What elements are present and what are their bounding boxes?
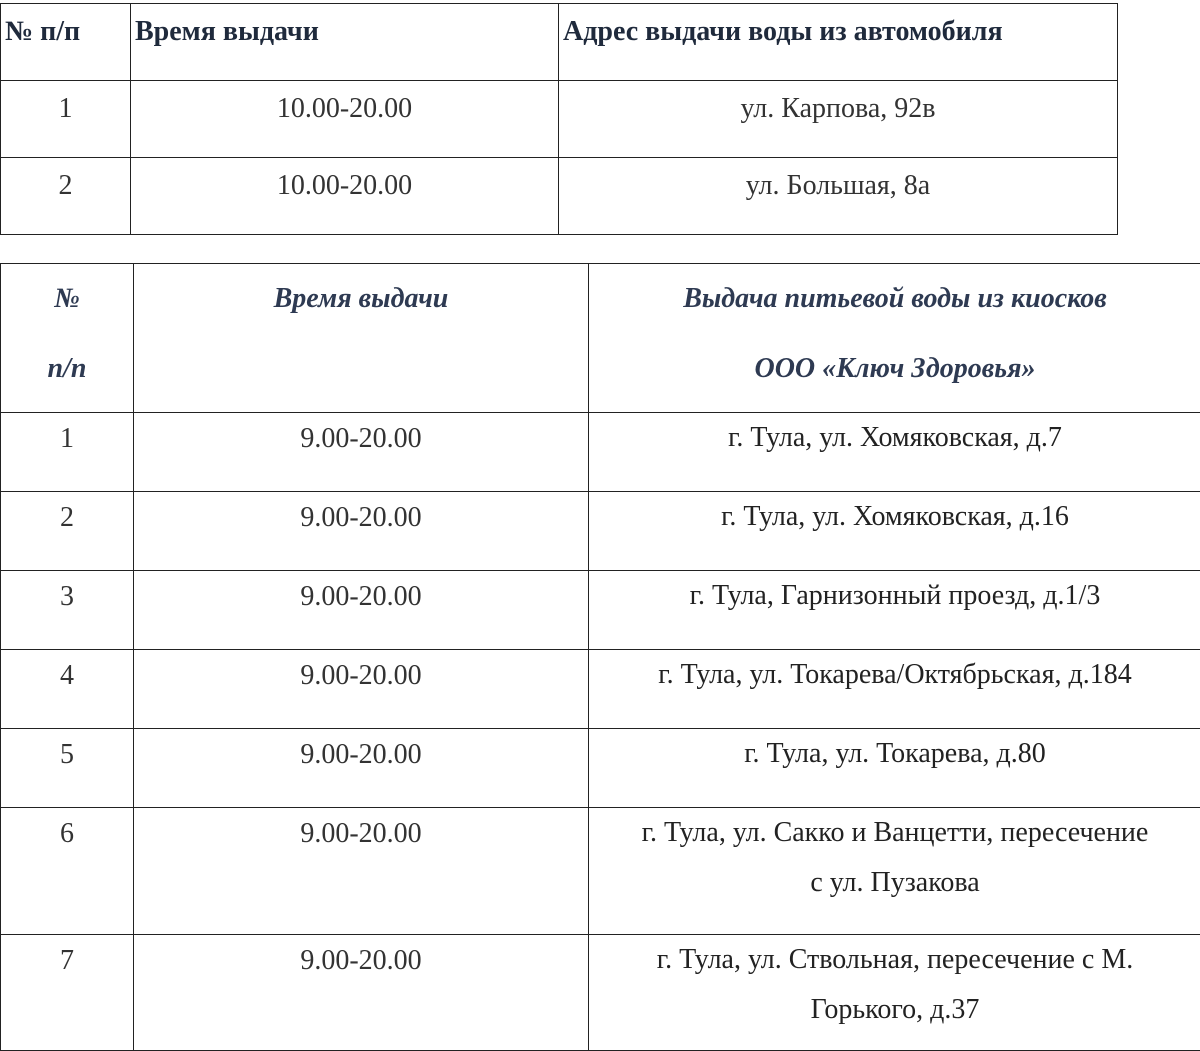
row-address bbox=[589, 571, 1200, 650]
row-address-line2: Горького, д.37 bbox=[589, 985, 1200, 1035]
row-address-line1: г. Тула, ул. Хомяковская, д.16 bbox=[589, 492, 1200, 542]
column-header-time bbox=[134, 264, 589, 413]
kiosk-water-table bbox=[0, 263, 1200, 1051]
header-number-line2: п/п bbox=[1, 334, 133, 404]
row-address-line1: г. Тула, ул. Токарева/Октябрьская, д.184 bbox=[589, 650, 1200, 700]
row-number: 2 bbox=[1, 158, 131, 235]
row-number: 5 bbox=[1, 729, 134, 808]
row-address bbox=[589, 808, 1200, 935]
row-time: 9.00-20.00 bbox=[134, 935, 589, 1051]
row-address-line1: г. Тула, ул. Ствольная, пересечение с М. bbox=[589, 935, 1200, 985]
row-number: 6 bbox=[1, 808, 134, 935]
row-time: 9.00-20.00 bbox=[134, 650, 589, 729]
row-address-line2: с ул. Пузакова bbox=[589, 858, 1200, 908]
table-row bbox=[1, 81, 1118, 158]
row-address-line1: г. Тула, ул. Сакко и Ванцетти, пересечение bbox=[589, 808, 1200, 858]
column-header-time: Время выдачи bbox=[131, 4, 559, 81]
row-address-line1: г. Тула, ул. Хомяковская, д.7 bbox=[589, 413, 1200, 463]
row-address bbox=[589, 413, 1200, 492]
row-address bbox=[589, 935, 1200, 1051]
row-time: 9.00-20.00 bbox=[134, 571, 589, 650]
header-address-line2: ООО «Ключ Здоровья» bbox=[589, 334, 1200, 404]
row-time: 10.00-20.00 bbox=[131, 81, 559, 158]
row-number: 3 bbox=[1, 571, 134, 650]
row-number: 1 bbox=[1, 413, 134, 492]
row-address: ул. Большая, 8а bbox=[559, 158, 1118, 235]
table-row bbox=[1, 808, 1200, 935]
header-number-line1: № bbox=[1, 264, 133, 334]
row-time: 9.00-20.00 bbox=[134, 413, 589, 492]
table-row bbox=[1, 571, 1200, 650]
table-row bbox=[1, 935, 1200, 1051]
row-address bbox=[589, 650, 1200, 729]
row-time: 9.00-20.00 bbox=[134, 729, 589, 808]
column-header-address: Адрес выдачи воды из автомобиля bbox=[559, 4, 1118, 81]
row-time: 10.00-20.00 bbox=[131, 158, 559, 235]
header-address-line1: Выдача питьевой воды из киосков bbox=[589, 264, 1200, 334]
kiosk-table-body bbox=[1, 413, 1200, 1051]
table-header-row bbox=[1, 4, 1118, 81]
row-number: 2 bbox=[1, 492, 134, 571]
row-number: 7 bbox=[1, 935, 134, 1051]
table-row bbox=[1, 729, 1200, 808]
table-row bbox=[1, 158, 1118, 235]
row-address bbox=[589, 729, 1200, 808]
table-row bbox=[1, 650, 1200, 729]
row-time: 9.00-20.00 bbox=[134, 492, 589, 571]
table-row bbox=[1, 413, 1200, 492]
row-address bbox=[589, 492, 1200, 571]
row-number: 1 bbox=[1, 81, 131, 158]
column-header-number bbox=[1, 264, 134, 413]
column-header-number: № п/п bbox=[1, 4, 131, 81]
row-number: 4 bbox=[1, 650, 134, 729]
row-address-line1: г. Тула, Гарнизонный проезд, д.1/3 bbox=[589, 571, 1200, 621]
table-header-row bbox=[1, 264, 1200, 413]
header-time-label: Время выдачи bbox=[134, 264, 588, 334]
row-address: ул. Карпова, 92в bbox=[559, 81, 1118, 158]
row-address-line1: г. Тула, ул. Токарева, д.80 bbox=[589, 729, 1200, 779]
row-time: 9.00-20.00 bbox=[134, 808, 589, 935]
table-row bbox=[1, 492, 1200, 571]
car-water-table bbox=[0, 3, 1118, 235]
column-header-address bbox=[589, 264, 1200, 413]
